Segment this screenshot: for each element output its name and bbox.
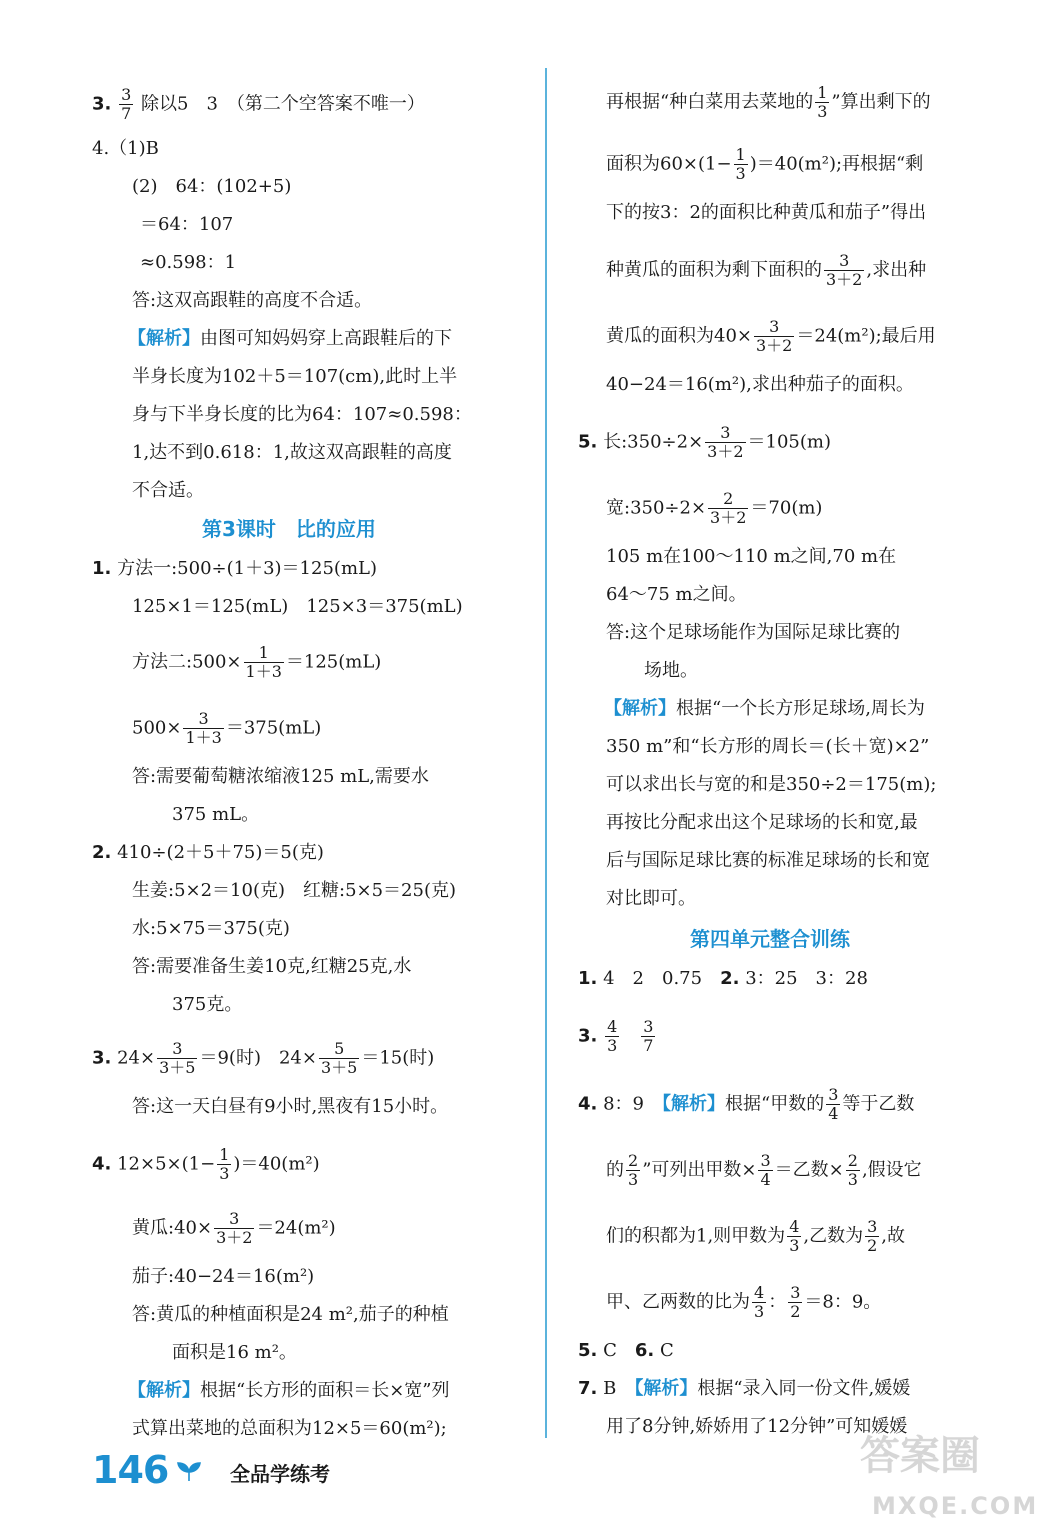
fraction: $\frac{4}{3}$	[607, 1017, 618, 1055]
analysis-line: 面积为60×(1− $\frac{1}{3}$ )＝40(m²);再根据“剩	[606, 145, 924, 183]
section-heading: 第四单元整合训练	[690, 927, 850, 951]
answer-5-6: 5. C 6. C	[578, 1340, 674, 1361]
answer-line: 105 m在100～110 m之间,70 m在	[606, 546, 897, 567]
answer-conclusion: 答:这个足球场能作为国际足球比赛的	[606, 622, 901, 643]
answer-3: 3. 24× $\frac{3}{3+5}$ ＝9(时) 24× $\frac{5}{3+5}$ ＝15(时)	[92, 1039, 435, 1077]
fraction: $\frac{1}{1+3}$	[245, 643, 282, 681]
leaf-icon	[176, 1462, 202, 1482]
fraction: $\frac{3}{7}$	[643, 1017, 654, 1055]
answer-conclusion: 答:需要葡萄糖浓缩液125 mL,需要水	[132, 766, 429, 787]
analysis-tag: 【解析】	[128, 1380, 200, 1401]
answer-4-2: (2) 64：(102+5)	[132, 176, 292, 197]
fraction: $\frac{2}{3+2}$	[710, 489, 747, 527]
answer-4: 4. 8：9 【解析】根据“甲数的 $\frac{3}{4}$ 等于乙数	[578, 1085, 915, 1123]
analysis-tag: 【解析】	[662, 1093, 726, 1115]
analysis-line: 再根据“种白菜用去菜地的 $\frac{1}{3}$ ”算出剩下的	[606, 83, 931, 121]
answer-3: 3. $\frac{3}{7}$ 除以5 3 （第二个空答案不唯一）	[92, 85, 425, 123]
answer-conclusion: 面积是16 m²。	[172, 1342, 297, 1363]
analysis-line: 甲、乙两数的比为 $\frac{4}{3}$ ： $\frac{3}{2}$ ＝8：9。	[606, 1283, 882, 1321]
analysis-line: 黄瓜的面积为40× $\frac{3}{3+2}$ ＝24(m²);最后用	[606, 317, 936, 355]
column-divider	[545, 68, 547, 1438]
answer-1-2: 1. 4 2 0.75 2. 3：25 3：28	[578, 968, 868, 989]
question-number: 3.	[92, 93, 112, 115]
answer-line: 方法二:500× $\frac{1}{1+3}$ ＝125(mL)	[132, 643, 382, 681]
analysis-line: 再按比分配求出这个足球场的长和宽,最	[606, 812, 918, 833]
analysis-line: 下的按3：2的面积比种黄瓜和茄子”得出	[606, 202, 927, 223]
answer-line: ＝64：107	[140, 214, 234, 235]
answer-4: 4. 12×5×(1− $\frac{1}{3}$ )＝40(m²)	[92, 1145, 320, 1183]
answer-1: 1. 方法一:500÷(1＋3)＝125(mL)	[92, 558, 377, 579]
fraction: $\frac{2}{3}$	[628, 1151, 639, 1189]
analysis-line: 可以求出长与宽的和是350÷2＝175(m);	[606, 774, 937, 795]
fraction: $\frac{3}{3+2}$	[756, 317, 793, 355]
fraction: $\frac{2}{3}$	[847, 1151, 858, 1189]
analysis-line: 们的积都为1,则甲数为 $\frac{4}{3}$ ,乙数为 $\frac{3}{2}$ ,故	[606, 1217, 906, 1255]
fraction: $\frac{3}{3+2}$	[216, 1209, 253, 1247]
analysis-tag: 【解析】	[634, 1378, 698, 1399]
fraction: $\frac{3}{4}$	[828, 1085, 839, 1123]
page-number: 146	[92, 1448, 169, 1492]
analysis-line: 40−24＝16(m²),求出种茄子的面积。	[606, 374, 914, 395]
answer-conclusion: 答:需要准备生姜10克,红糖25克,水	[132, 956, 412, 977]
answer-4-1: 4.（1)B	[92, 138, 159, 159]
answer-line: 125×1＝125(mL) 125×3＝375(mL)	[132, 596, 463, 617]
answer-3: 3. $\frac{4}{3}$ $\frac{3}{7}$	[578, 1017, 654, 1055]
answer-line: 黄瓜:40× $\frac{3}{3+2}$ ＝24(m²)	[132, 1209, 336, 1247]
analysis-line: 1,达不到0.618：1,故这双高跟鞋的高度	[132, 442, 452, 463]
answer-line: 水:5×75＝375(克)	[132, 918, 290, 939]
analysis-line: 【解析】根据“长方形的面积＝长×宽”列	[128, 1380, 450, 1401]
section-heading: 第3课时 比的应用	[202, 517, 376, 541]
fraction: $\frac{3}{7}$	[121, 85, 132, 123]
fraction: $\frac{4}{3}$	[754, 1283, 765, 1321]
brand-name: 全品学练考	[230, 1462, 330, 1486]
analysis-line: 身与下半身长度的比为64：107≈0.598：	[132, 404, 472, 425]
analysis-tag: 【解析】	[604, 698, 676, 719]
answer-conclusion: 答:这一天白昼有9小时,黑夜有15小时。	[132, 1096, 449, 1117]
answer-2: 2. 410÷(2＋5＋75)＝5(克)	[92, 842, 324, 863]
analysis-line: 对比即可。	[606, 888, 696, 909]
analysis-tag: 【解析】	[128, 328, 200, 349]
answer-line: 茄子:40−24＝16(m²)	[132, 1266, 315, 1287]
fraction: $\frac{5}{3+5}$	[320, 1039, 358, 1077]
analysis-line: 不合适。	[132, 480, 204, 501]
analysis-line: 式算出菜地的总面积为12×5＝60(m²);	[132, 1418, 447, 1439]
watermark-logo: 答案圈	[860, 1433, 980, 1479]
fraction: $\frac{3}{3+2}$	[707, 423, 744, 461]
analysis-line: 【解析】根据“一个长方形足球场,周长为	[604, 698, 925, 719]
answer-line: 生姜:5×2＝10(克) 红糖:5×5＝25(克)	[132, 880, 456, 901]
answer-conclusion: 答:这双高跟鞋的高度不合适。	[132, 290, 373, 311]
answer-line: 宽:350÷2× $\frac{2}{3+2}$ ＝70(m)	[606, 489, 823, 527]
fraction: $\frac{3}{3+2}$	[826, 251, 863, 289]
answer-conclusion: 375克。	[172, 994, 243, 1015]
watermark-url: MXQE.COM	[872, 1492, 1039, 1520]
fraction: $\frac{3}{2}$	[867, 1217, 878, 1255]
answer-conclusion: 场地。	[644, 660, 698, 681]
analysis-line: 半身长度为102＋5＝107(cm),此时上半	[132, 366, 458, 387]
fraction: $\frac{4}{3}$	[789, 1217, 800, 1255]
answer-conclusion: 答:黄瓜的种植面积是24 m²,茄子的种植	[132, 1304, 449, 1325]
analysis-line: 350 m”和“长方形的周长＝(长＋宽)×2”	[606, 736, 930, 757]
fraction: $\frac{3}{1+3}$	[185, 709, 222, 747]
answer-line: 64～75 m之间。	[606, 584, 747, 605]
answer-conclusion: 375 mL。	[172, 804, 260, 825]
fraction: $\frac{3}{2}$	[790, 1283, 801, 1321]
fraction: $\frac{1}{3}$	[735, 145, 746, 183]
answer-5: 5. 长:350÷2× $\frac{3}{3+2}$ ＝105(m)	[578, 423, 832, 461]
analysis-line: 后与国际足球比赛的标准足球场的长和宽	[606, 850, 930, 871]
answer-line: 500× $\frac{3}{1+3}$ ＝375(mL)	[132, 709, 322, 747]
analysis-line: 种黄瓜的面积为剩下面积的 $\frac{3}{3+2}$ ,求出种	[606, 251, 927, 289]
analysis-line: 的 $\frac{2}{3}$ ”可列出甲数× $\frac{3}{4}$ ＝乙数× $\frac{2}{3}$ ,假设它	[606, 1151, 922, 1189]
fraction: $\frac{3}{3+5}$	[159, 1039, 196, 1077]
analysis-line: 【解析】由图可知妈妈穿上高跟鞋后的下	[128, 328, 452, 349]
answer-line: ≈0.598：1	[140, 252, 237, 273]
fraction: $\frac{1}{3}$	[219, 1145, 230, 1183]
answer-7: 7. B 【解析】根据“录入同一份文件,媛媛	[578, 1378, 911, 1399]
fraction: $\frac{3}{4}$	[760, 1151, 771, 1189]
fraction: $\frac{1}{3}$	[817, 83, 828, 121]
analysis-line: 用了8分钟,娇娇用了12分钟”可知媛媛	[606, 1416, 908, 1437]
